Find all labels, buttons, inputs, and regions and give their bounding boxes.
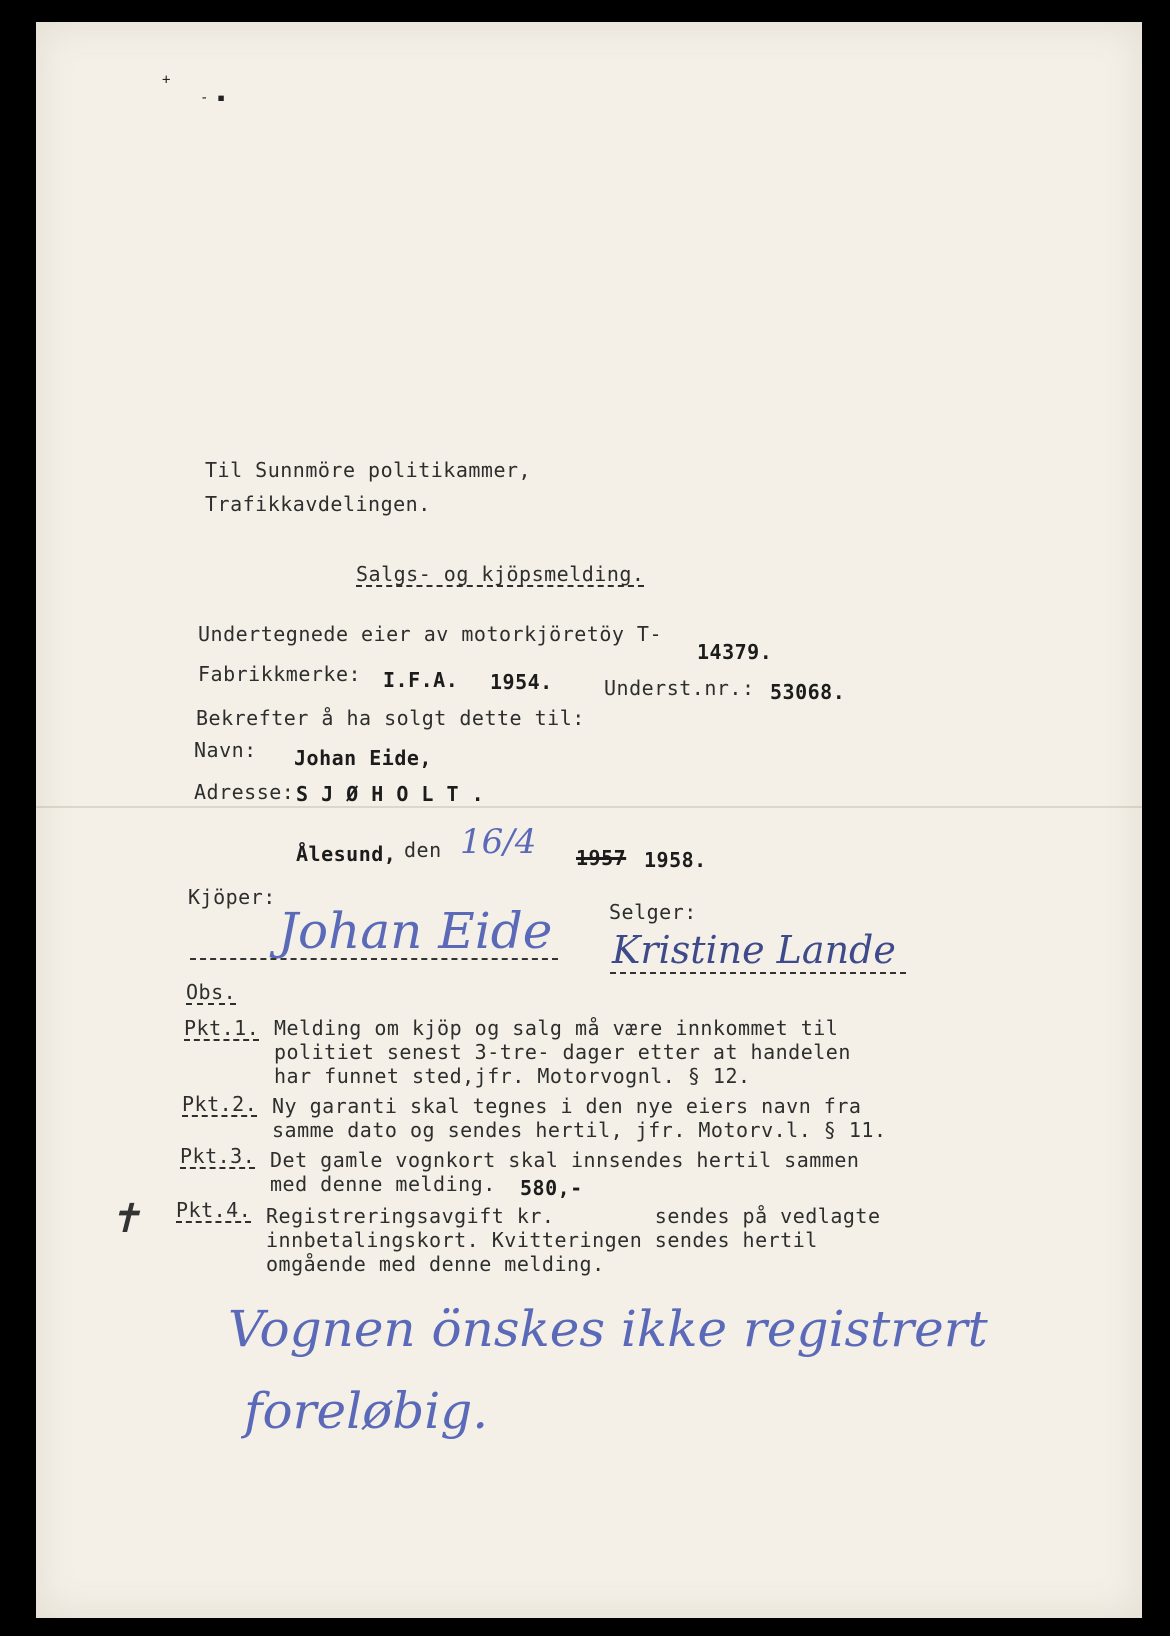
seller-signature: Kristine Lande: [612, 928, 896, 972]
corner-mark: +: [162, 72, 171, 88]
buyer-label: Kjöper:: [188, 885, 276, 909]
handwritten-note-line2: foreløbig.: [244, 1382, 489, 1440]
note-line: samme dato og sendes hertil, jfr. Motorv.l. § 11.: [272, 1118, 887, 1142]
document-title: Salgs- og kjöpsmelding.: [356, 562, 645, 586]
chassis-number: 53068.: [770, 680, 846, 704]
model-year: 1954.: [490, 670, 553, 694]
note-line: politiet senest 3-tre- dager etter at handelen: [274, 1040, 851, 1064]
intro-label: Undertegnede eier av motorkjöretöy T-: [198, 622, 663, 646]
confirm-text: Bekrefter å ha solgt dette til:: [196, 706, 585, 730]
note-line: med denne melding.: [270, 1172, 496, 1196]
name-label: Navn:: [194, 738, 257, 762]
buyer-address: S J Ø H O L T .: [296, 782, 485, 806]
address-label: Adresse:: [194, 780, 295, 804]
struck-year: 1957: [576, 846, 627, 870]
handwritten-note-line1: Vognen önskes ikke registrert: [228, 1300, 988, 1358]
seller-label: Selger:: [609, 900, 697, 924]
note-label: Pkt.2.: [182, 1092, 258, 1116]
note-label: Pkt.1.: [184, 1016, 260, 1040]
buyer-signature: Johan Eide: [278, 902, 553, 960]
department-line: Trafikkavdelingen.: [205, 492, 431, 516]
make-label: Fabrikkmerke:: [198, 662, 362, 686]
note-label: Pkt.3.: [180, 1144, 256, 1168]
handwritten-date: 16/4: [460, 822, 537, 862]
note-line: Ny garanti skal tegnes i den nye eiers navn fra: [272, 1094, 862, 1118]
fold-line: [36, 806, 1142, 808]
corner-mark: - ▪: [200, 90, 226, 106]
recipient-line: Til Sunnmöre politikammer,: [205, 458, 532, 482]
den-label: den: [404, 838, 442, 862]
place-name: Ålesund,: [296, 842, 397, 866]
note-line: Melding om kjöp og salg må være innkommet til: [274, 1016, 839, 1040]
make-value: I.F.A.: [383, 668, 459, 692]
seller-signature-line: [610, 972, 906, 974]
buyer-name: Johan Eide,: [294, 746, 432, 770]
buyer-signature-line: [190, 958, 558, 960]
date-year: 1958.: [644, 848, 707, 872]
fee-amount: 580,-: [520, 1176, 583, 1200]
note-line: Registreringsavgift kr. sendes på vedlagte: [266, 1204, 881, 1228]
note-line: har funnet sted,jfr. Motorvognl. § 12.: [274, 1064, 751, 1088]
margin-cross-mark: ✝: [108, 1196, 142, 1242]
chassis-label: Underst.nr.:: [604, 676, 755, 700]
note-line: Det gamle vognkort skal innsendes hertil sammen: [270, 1148, 860, 1172]
document-page: [36, 22, 1142, 1618]
note-label: Pkt.4.: [176, 1198, 252, 1222]
note-line: omgående med denne melding.: [266, 1252, 605, 1276]
obs-label: Obs.: [186, 980, 237, 1004]
registration-number: 14379.: [697, 640, 773, 664]
note-line: innbetalingskort. Kvitteringen sendes hertil: [266, 1228, 818, 1252]
